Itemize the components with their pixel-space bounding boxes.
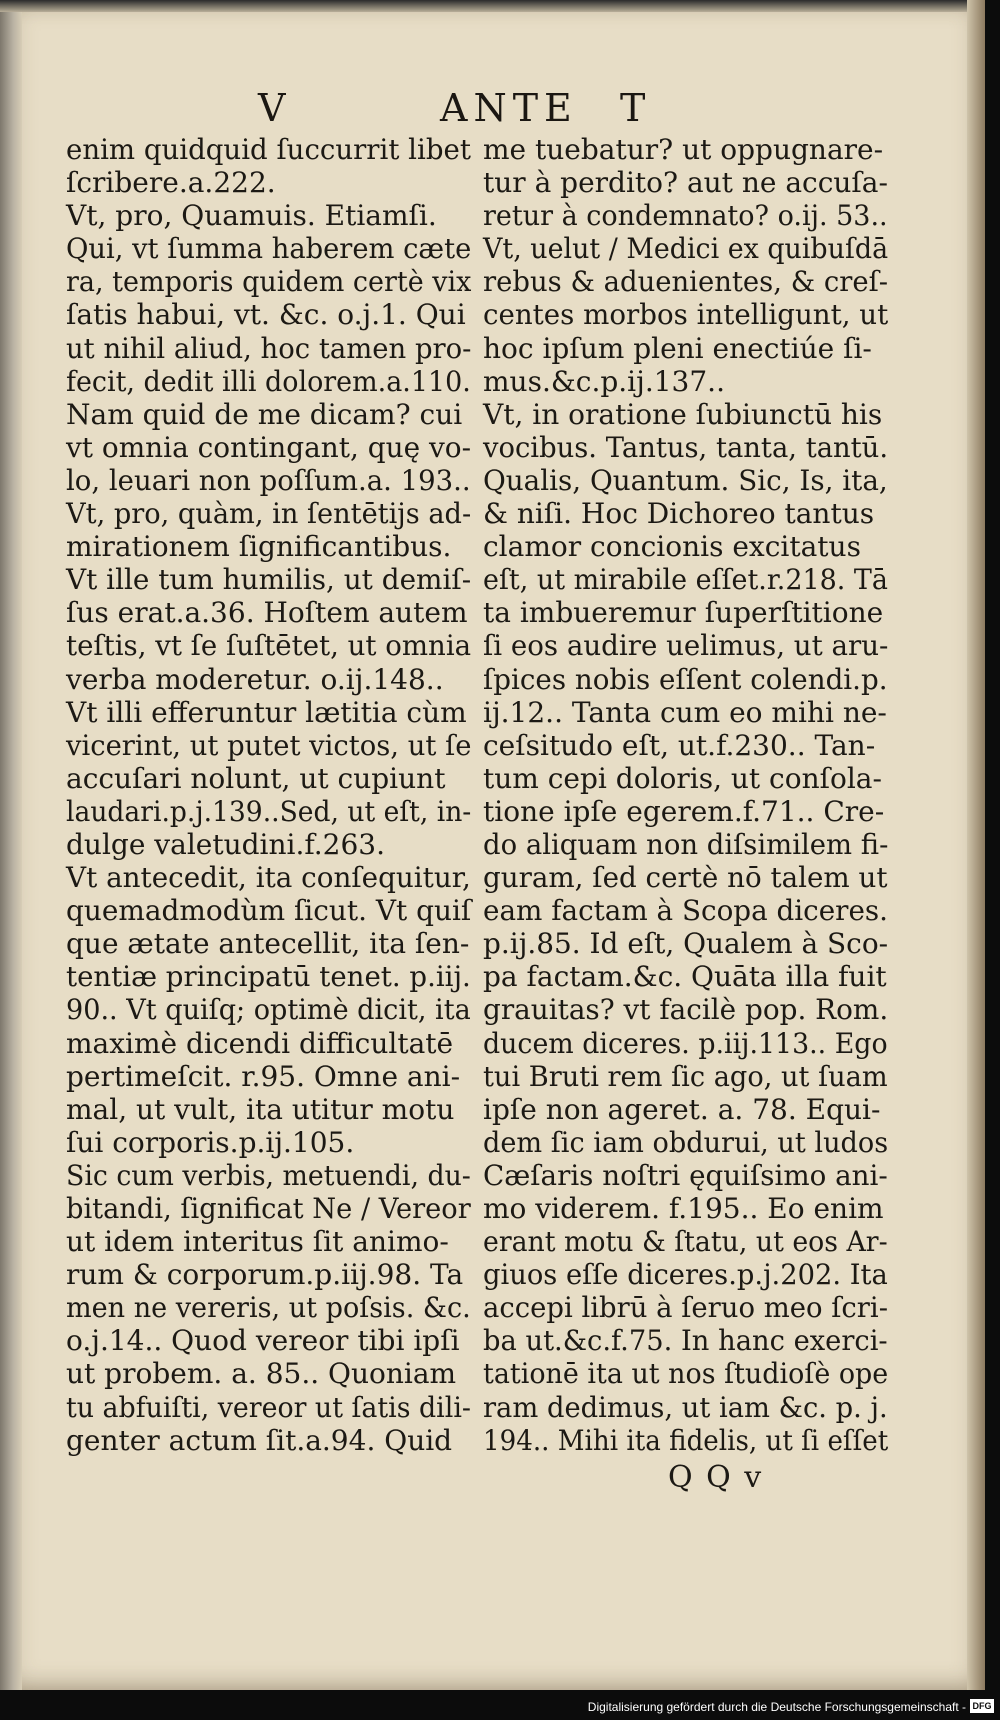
header-center-word: ANTE <box>440 86 578 130</box>
text-line: Sic cum verbis, metuendi, du- <box>66 1158 471 1192</box>
page-binding-edge <box>0 0 22 1690</box>
text-line: accuſari nolunt, ut cupiunt <box>66 761 446 795</box>
text-line: tui Bruti rem ſic ago, ut ſuam <box>483 1059 888 1093</box>
text-line: genter actum ſit.a.94. Quid <box>66 1423 453 1457</box>
text-column-right <box>483 133 888 1457</box>
text-line: pa factam.&c. Quāta illa fuit <box>483 960 887 994</box>
text-line: retur à condemnato? o.ij. 53.. <box>483 199 888 233</box>
dfg-logo-icon: DFG <box>970 1699 994 1713</box>
text-line: rum & corporum.p.iij.98. Ta <box>66 1258 464 1292</box>
text-line: accepi librū à ſeruo meo ſcri- <box>483 1291 888 1325</box>
header-right-letter: T <box>620 86 652 130</box>
text-line: p.ij.85. Id eſt, Qualem à Sco- <box>483 927 889 961</box>
text-line: verba moderetur. o.ij.148.. <box>66 662 444 696</box>
text-line: quemadmodùm ſicut. Vt quiſ <box>66 894 472 928</box>
catchword-signature: Q Q v <box>668 1460 764 1495</box>
text-line: & niſi. Hoc Dichoreo tantus <box>483 497 875 531</box>
text-line: ipſe non ageret. a. 78. Equi- <box>483 1092 881 1126</box>
text-line: clamor concionis excitatus <box>483 530 861 564</box>
page-top-edge <box>0 0 985 12</box>
text-line: 194.. Mihi ita fidelis, ut ſi eſſet <box>483 1423 889 1457</box>
text-line: dem ſic iam obdurui, ut ludos <box>483 1125 889 1159</box>
text-line: laudari.p.j.139..Sed, ut eſt, in- <box>66 794 472 828</box>
text-line: vicerint, ut putet victos, ut ſe <box>66 728 472 762</box>
text-line: Nam quid de me dicam? cui <box>66 397 463 431</box>
text-line: mo viderem. f.195.. Eo enim <box>483 1192 884 1225</box>
running-header <box>0 86 985 132</box>
text-line: mus.&c.p.ij.137.. <box>483 364 725 398</box>
text-line: Qui, vt ſumma haberem cæte <box>66 232 472 266</box>
text-line: ra, temporis quidem certè vix <box>66 265 472 299</box>
text-line: Cæſaris noſtri ęquiſsimo ani- <box>483 1158 888 1192</box>
text-line: enim quidquid ſuccurrit libet <box>66 133 471 166</box>
text-line: fecit, dedit illi dolorem.a.110. <box>66 364 471 398</box>
header-left-letter: V <box>258 86 292 130</box>
text-line: ut probem. a. 85.. Quoniam <box>66 1357 457 1391</box>
page-right-edge <box>967 0 985 1690</box>
text-line: tione ipſe egerem.f.71.. Cre- <box>483 794 885 828</box>
text-line: Vt, in oratione ſubiunctū his <box>483 397 883 431</box>
text-line: dulge valetudini.f.263. <box>66 827 386 861</box>
text-line: tum cepi doloris, ut conſola- <box>483 761 882 795</box>
text-line: tu abfuiſti, vereor ut ſatis dili- <box>66 1390 471 1424</box>
text-line: lo, leuari non poſſum.a. 193.. <box>66 463 471 497</box>
text-line: guram, ſed certè nō talem ut <box>483 861 888 895</box>
text-line: Vt ille tum humilis, ut demiſ- <box>66 563 472 597</box>
text-line: 90.. Vt quiſq; optimè dicit, ita <box>66 993 471 1027</box>
text-line: erant motu & ſtatu, ut eos Ar- <box>483 1225 888 1259</box>
text-line: men ne vereris, ut poſsis. &c. <box>66 1291 471 1325</box>
text-line: rebus & aduenientes, & creſ- <box>483 265 889 299</box>
text-line: eam factam à Scopa diceres. <box>483 894 889 928</box>
text-column-left <box>66 133 471 1457</box>
text-line: ba ut.&c.f.75. In hanc exerci- <box>483 1324 888 1358</box>
text-line: ducem diceres. p.iij.113.. Ego <box>483 1026 888 1060</box>
text-line: ta imbueremur ſuperſtitione <box>483 596 884 630</box>
text-line: ſus erat.a.36. Hoſtem autem <box>66 596 468 630</box>
text-line: ſcribere.a.222. <box>66 166 276 200</box>
text-line: eſt, ut mirabile eſſet.r.218. Tā <box>483 563 888 597</box>
text-line: ſui corporis.p.ij.105. <box>66 1125 355 1159</box>
footer-bar <box>0 1690 1000 1720</box>
text-line: Qualis, Quantum. Sic, Is, ita, <box>483 463 888 497</box>
funding-credit: Digitalisierung gefördert durch die Deutsche Forschungsgemeinschaft - <box>587 1700 966 1714</box>
text-line: ram dedimus, ut iam &c. p. j. <box>483 1390 888 1424</box>
text-line: ut nihil aliud, hoc tamen pro- <box>66 331 472 365</box>
text-line: vt omnia contingant, quę vo- <box>66 430 472 464</box>
text-line: ceſsitudo eſt, ut.f.230.. Tan- <box>483 728 876 762</box>
text-line: teſtis, vt ſe ſuſtētet, ut omnia <box>66 629 472 663</box>
text-line: o.j.14.. Quod vereor tibi ipſi <box>66 1324 460 1358</box>
text-line: pertimeſcit. r.95. Omne ani- <box>66 1059 461 1093</box>
text-line: hoc ipſum pleni enectiúe ſi- <box>483 331 872 365</box>
text-line: do aliquam non diſsimilem fi- <box>483 827 889 861</box>
text-line: mirationem ſignificantibus. <box>66 530 452 564</box>
text-line: ij.12.. Tanta cum eo mihi ne- <box>483 695 887 729</box>
text-line: Vt illi efferuntur lætitia cùm <box>66 695 467 729</box>
text-line: Vt, pro, quàm, in ſentētijs ad- <box>66 497 472 531</box>
text-line: tationē ita ut nos ſtudioſè ope <box>483 1357 889 1391</box>
text-line: tentiæ principatū tenet. p.iij. <box>66 960 471 994</box>
text-line: Vt antecedit, ita conſequitur, <box>66 861 471 895</box>
text-line: maximè dicendi difficultatē <box>66 1026 454 1060</box>
text-line: giuos eſſe diceres.p.j.202. Ita <box>483 1258 888 1292</box>
text-line: ſpices nobis eſſent colendi.p. <box>483 662 888 696</box>
text-line: grauitas? vt facilè pop. Rom. <box>483 993 889 1027</box>
text-line: Vt, pro, Quamuis. Etiamſi. <box>66 199 437 233</box>
text-line: vocibus. Tantus, tanta, tantū. <box>483 430 889 464</box>
text-line: ſatis habui, vt. &c. o.j.1. Qui <box>66 298 466 332</box>
text-line: tur à perdito? aut ne accuſa- <box>483 166 888 200</box>
text-line: bitandi, ſignificat Ne / Vereor <box>66 1192 471 1225</box>
text-line: que ætate antecellit, ita ſen- <box>66 927 470 961</box>
text-line: ſi eos audire uelimus, ut aru- <box>483 629 889 663</box>
text-line: mal, ut vult, ita utitur motu <box>66 1092 455 1126</box>
text-line: Vt, uelut / Medici ex quibuſdā <box>483 232 889 266</box>
text-line: ut idem interitus ſit animo- <box>66 1225 449 1259</box>
text-line: me tuebatur? ut oppugnare- <box>483 133 884 166</box>
text-line: centes morbos intelligunt, ut <box>483 298 889 332</box>
